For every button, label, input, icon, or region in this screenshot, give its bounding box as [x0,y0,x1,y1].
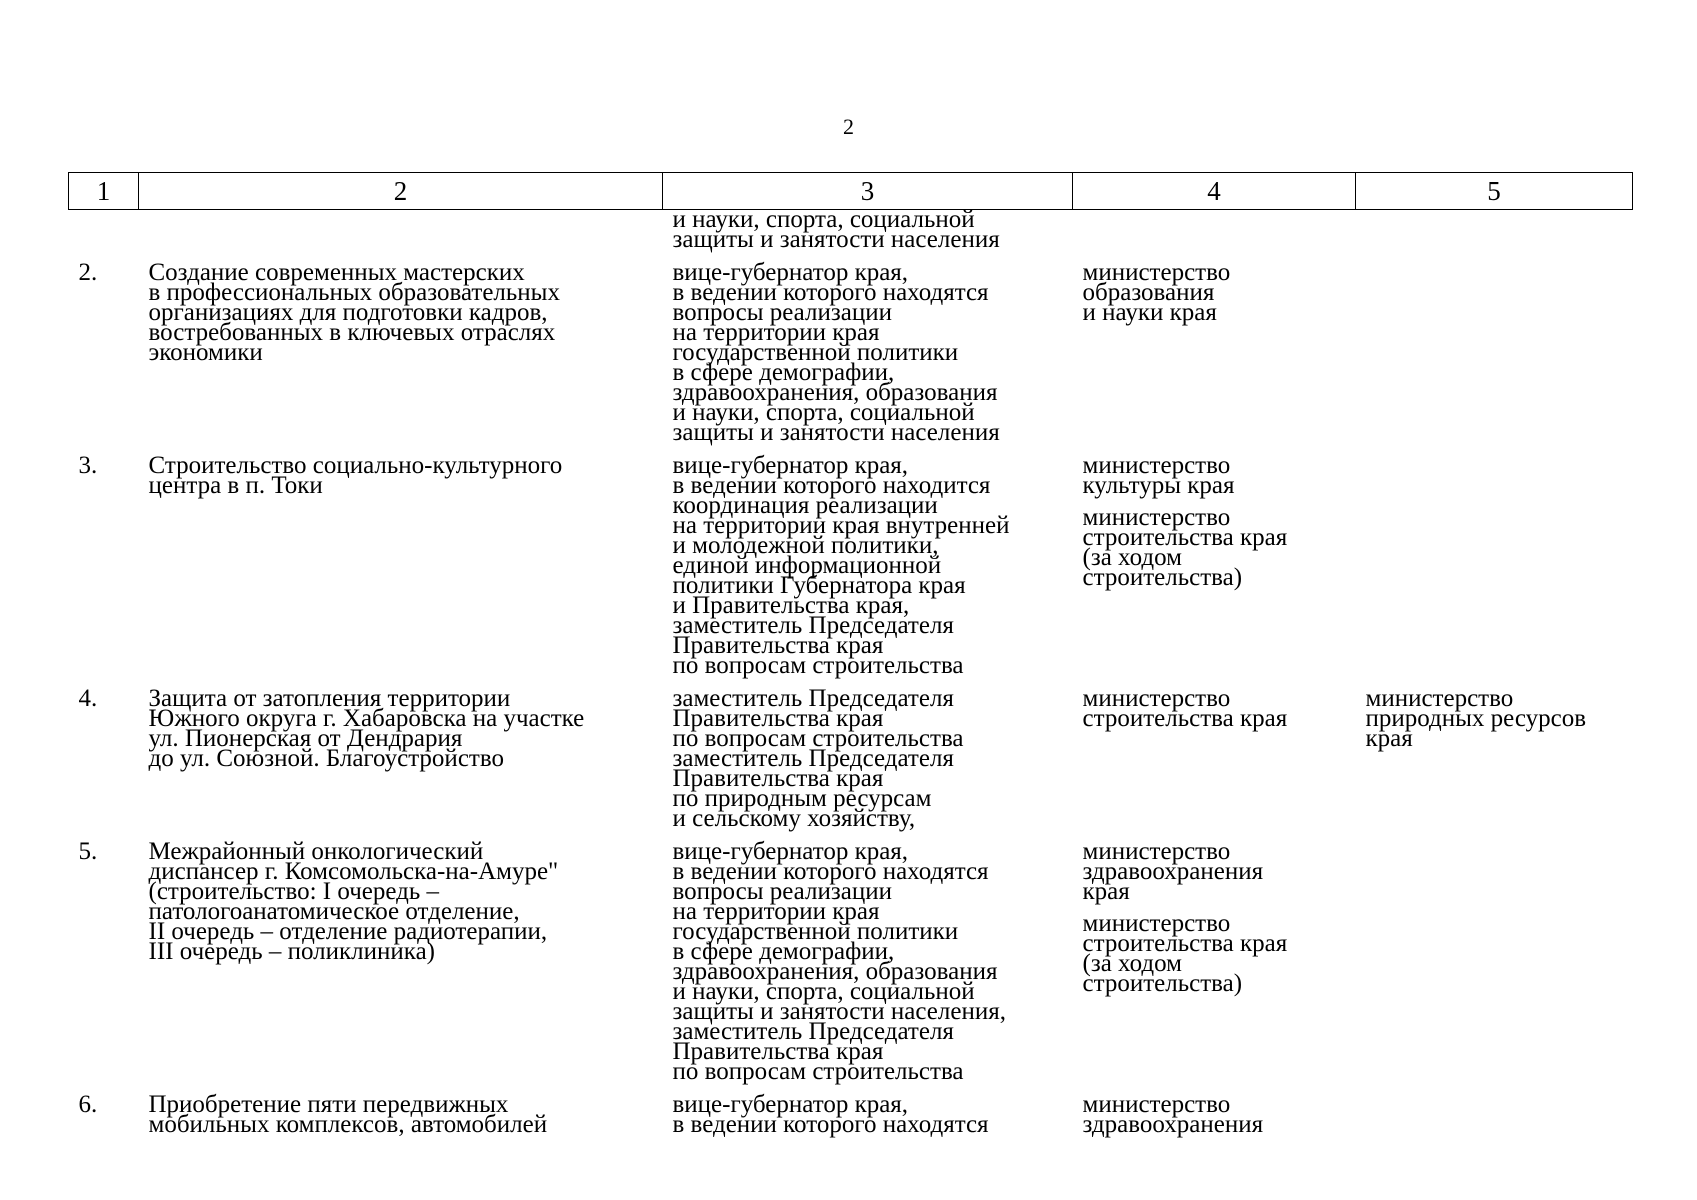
cell-name [139,443,663,676]
header-col-5: 5 [1356,173,1633,210]
cell-name [139,250,663,443]
cell-coexecutors [1356,676,1633,829]
text-line: Защита от затопления территории [148,685,511,712]
text-line: в профессиональных образовательных [148,279,560,306]
cell-executors [1073,676,1356,829]
text-line: вопросы реализации [672,299,892,326]
text-line: по вопросам строительства [672,652,964,679]
cell-num [69,676,139,829]
executor-block [1082,910,1346,997]
cell-responsible [663,443,1073,679]
text-line: строительства края [1082,524,1288,551]
text-line: по вопросам строительства [672,725,964,752]
text-line: Строительство социально-культурного [148,452,563,479]
text-line: по вопросам строительства [672,1058,964,1085]
text-line: по природным ресурсам [672,785,932,812]
text-line: заместитель Председателя [672,745,954,772]
table-row [69,829,1633,1082]
text-line: Межрайонный онкологический [148,838,484,865]
text-line: культуры края [1082,472,1235,499]
cell-executors [1073,210,1356,251]
text-line: строительства) [1082,564,1243,591]
text-line: (за ходом [1082,950,1182,977]
text-line: образования [1082,279,1215,306]
row-number: 6. [78,1091,98,1118]
table-row [69,1082,1633,1135]
header-col-2: 2 [139,173,663,210]
text-line: и Правительства края, [672,592,910,619]
executor-block [1082,685,1346,732]
cell-coexecutors [1356,1082,1633,1135]
text-line: Приобретение пяти передвижных [148,1091,509,1118]
executor-block [1082,259,1346,326]
table-body [69,206,1633,1138]
text-line: заместитель Председателя [672,612,954,639]
text-line: министерство [1082,910,1231,937]
text-line: государственной политики [672,339,959,366]
cell-num [69,250,139,443]
text-line: на территории края внутренней [672,512,1010,539]
text-line: Правительства края [672,705,884,732]
text-line: в сфере демографии, [672,938,895,965]
text-line: природных ресурсов [1365,705,1587,732]
header-col-3: 3 [663,173,1073,210]
text-line: и молодежной политики, [672,532,939,559]
cell-name [139,829,663,1082]
text-line: края [1082,878,1130,905]
measures-table [68,172,1633,1138]
text-line: и науки, спорта, социальной [672,978,975,1005]
text-line: в ведении которого находятся [672,279,989,306]
text-line: строительства края [1082,705,1288,732]
text-line: в ведении которого находится [672,472,991,499]
executor-block [1082,838,1346,905]
cell-name [139,210,663,251]
text-line: министерство [1082,838,1231,865]
cell-name [139,676,663,829]
text-line: Южного округа г. Хабаровска на участке [148,705,585,732]
table-row [69,250,1633,443]
text-line: защиты и занятости населения [672,419,1000,446]
cell-coexecutors [1356,210,1633,251]
row-number: 4. [78,685,98,712]
text-line: до ул. Союзной. Благоустройство [148,745,504,772]
text-line: и науки края [1082,299,1217,326]
text-line: здравоохранения, образования [672,958,998,985]
text-line: строительства) [1082,970,1243,997]
text-line: патологоанатомическое отделение, [148,898,520,925]
header-col-4: 4 [1073,173,1356,210]
text-line: политики Губернатора края [672,572,966,599]
text-line: здравоохранения [1082,1111,1264,1138]
executor-block [1082,452,1346,499]
text-line: экономики [148,339,263,366]
text-line: Правительства края [672,1038,884,1065]
text-line: организациях для подготовки кадров, [148,299,548,326]
text-line: защиты и занятости населения [672,226,1000,253]
row-number: 5. [78,838,98,865]
page-number: 2 [843,114,854,139]
text-line: на территории края [672,319,880,346]
text-line: государственной политики [672,918,959,945]
text-line: мобильных комплексов, автомобилей [148,1111,548,1138]
text-line: и сельскому хозяйству, [672,805,916,832]
text-line: ул. Пионерская от Дендрария [148,725,463,752]
cell-responsible [663,206,1073,253]
cell-num [69,1082,139,1135]
cell-responsible [663,250,1073,446]
text-line: министерство [1082,685,1231,712]
table-row [69,676,1633,829]
text-line: министерство [1365,685,1514,712]
table-row [69,443,1633,676]
text-line: Создание современных мастерских [148,259,525,286]
cell-executors [1073,1082,1356,1138]
cell-executors [1073,250,1356,443]
text-line: диспансер г. Комсомольска-на-Амуре" [148,858,559,885]
header-col-1: 1 [69,173,139,210]
cell-responsible [663,829,1073,1085]
row-number: 2. [78,259,98,286]
text-line: защиты и занятости населения, [672,998,1006,1025]
text-line: II очередь – отделение радиотерапии, [148,918,548,945]
cell-coexecutors [1356,829,1633,1082]
table-header-row [69,173,1633,210]
text-line: Правительства края [672,632,884,659]
cell-name [139,1082,663,1138]
executor-block [1082,504,1346,591]
text-line: строительства края [1082,930,1288,957]
text-line: на территории края [672,898,880,925]
text-line: вице-губернатор края, [672,452,909,479]
text-line: центра в п. Токи [148,472,323,499]
text-line: вице-губернатор края, [672,259,909,286]
text-line: и науки, спорта, социальной [672,399,975,426]
text-line: министерство [1082,504,1231,531]
text-line: министерство [1082,452,1231,479]
text-line: III очередь – поликлиника) [148,938,435,965]
text-line: министерство [1082,259,1231,286]
text-line: министерство [1082,1091,1231,1118]
text-line: координация реализации [672,492,938,519]
row-number: 3. [78,452,98,479]
text-line: здравоохранения [1082,858,1264,885]
text-line: единой информационной [672,552,942,579]
continuation-row [69,210,1633,251]
text-line: здравоохранения, образования [672,379,998,406]
text-line: вице-губернатор края, [672,1091,909,1118]
text-line: (за ходом [1082,544,1182,571]
text-line: востребованных в ключевых отраслях [148,319,556,346]
text-line: и науки, спорта, социальной [672,206,975,233]
cell-num [69,210,139,251]
text-line: в ведении которого находятся [672,858,989,885]
text-line: заместитель Председателя [672,685,954,712]
text-line: Правительства края [672,765,884,792]
text-line: вице-губернатор края, [672,838,909,865]
executor-block [1082,1091,1346,1138]
cell-num [69,443,139,676]
cell-executors [1073,829,1356,1082]
text-line: в сфере демографии, [672,359,895,386]
text-line: (строительство: I очередь – [148,878,440,905]
text-line: края [1365,725,1413,752]
text-line: заместитель Председателя [672,1018,954,1045]
cell-coexecutors [1356,443,1633,676]
cell-responsible [663,1082,1073,1138]
text-line: в ведении которого находятся [672,1111,989,1138]
cell-coexecutors [1356,250,1633,443]
cell-responsible [663,676,1073,832]
cell-num [69,829,139,1082]
cell-executors [1073,443,1356,676]
text-line: вопросы реализации [672,878,892,905]
